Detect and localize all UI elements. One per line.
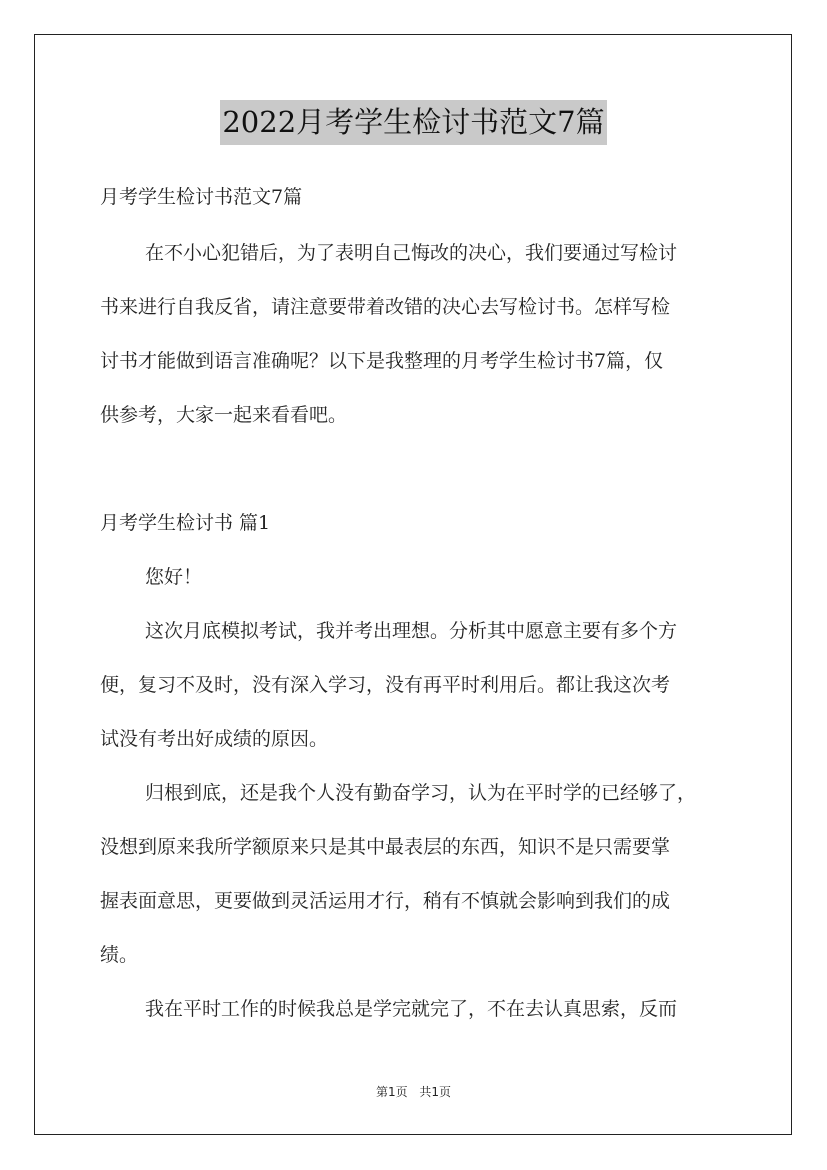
paragraph-line: 我在平时工作的时候我总是学完就完了，不在去认真思索，反而 bbox=[145, 998, 678, 1020]
section-heading: 月考学生检讨书 篇1 bbox=[100, 512, 271, 534]
document-title: 2022月考学生检讨书范文7篇 bbox=[220, 100, 606, 145]
intro-line: 讨书才能做到语言准确呢？以下是我整理的月考学生检讨书7篇，仅 bbox=[100, 350, 664, 372]
paragraph-line: 便，复习不及时，没有深入学习，没有再平时利用后。都让我这次考 bbox=[100, 674, 671, 696]
paragraph-line: 绩。 bbox=[100, 944, 139, 966]
intro-line: 书来进行自我反省，请注意要带着改错的决心去写检讨书。怎样写检 bbox=[100, 296, 671, 318]
greeting: 您好！ bbox=[145, 566, 203, 588]
intro-line: 在不小心犯错后，为了表明自己悔改的决心，我们要通过写检讨 bbox=[145, 242, 678, 264]
page-number-current: 第1页 bbox=[375, 1085, 408, 1099]
paragraph-line: 归根到底，还是我个人没有勤奋学习，认为在平时学的已经够了， bbox=[145, 782, 697, 804]
paragraph-line: 试没有考出好成绩的原因。 bbox=[100, 728, 329, 750]
paragraph-line: 这次月底模拟考试，我并考出理想。分析其中愿意主要有多个方 bbox=[145, 620, 678, 642]
page-number-total: 共1页 bbox=[419, 1085, 452, 1099]
page-footer bbox=[0, 1083, 827, 1100]
title-container bbox=[0, 100, 827, 145]
intro-line: 供参考，大家一起来看看吧。 bbox=[100, 404, 348, 426]
paragraph-line: 握表面意思，更要做到灵活运用才行，稍有不慎就会影响到我们的成 bbox=[100, 890, 671, 912]
document-subtitle: 月考学生检讨书范文7篇 bbox=[100, 186, 303, 208]
paragraph-line: 没想到原来我所学额原来只是其中最表层的东西，知识不是只需要掌 bbox=[100, 836, 671, 858]
